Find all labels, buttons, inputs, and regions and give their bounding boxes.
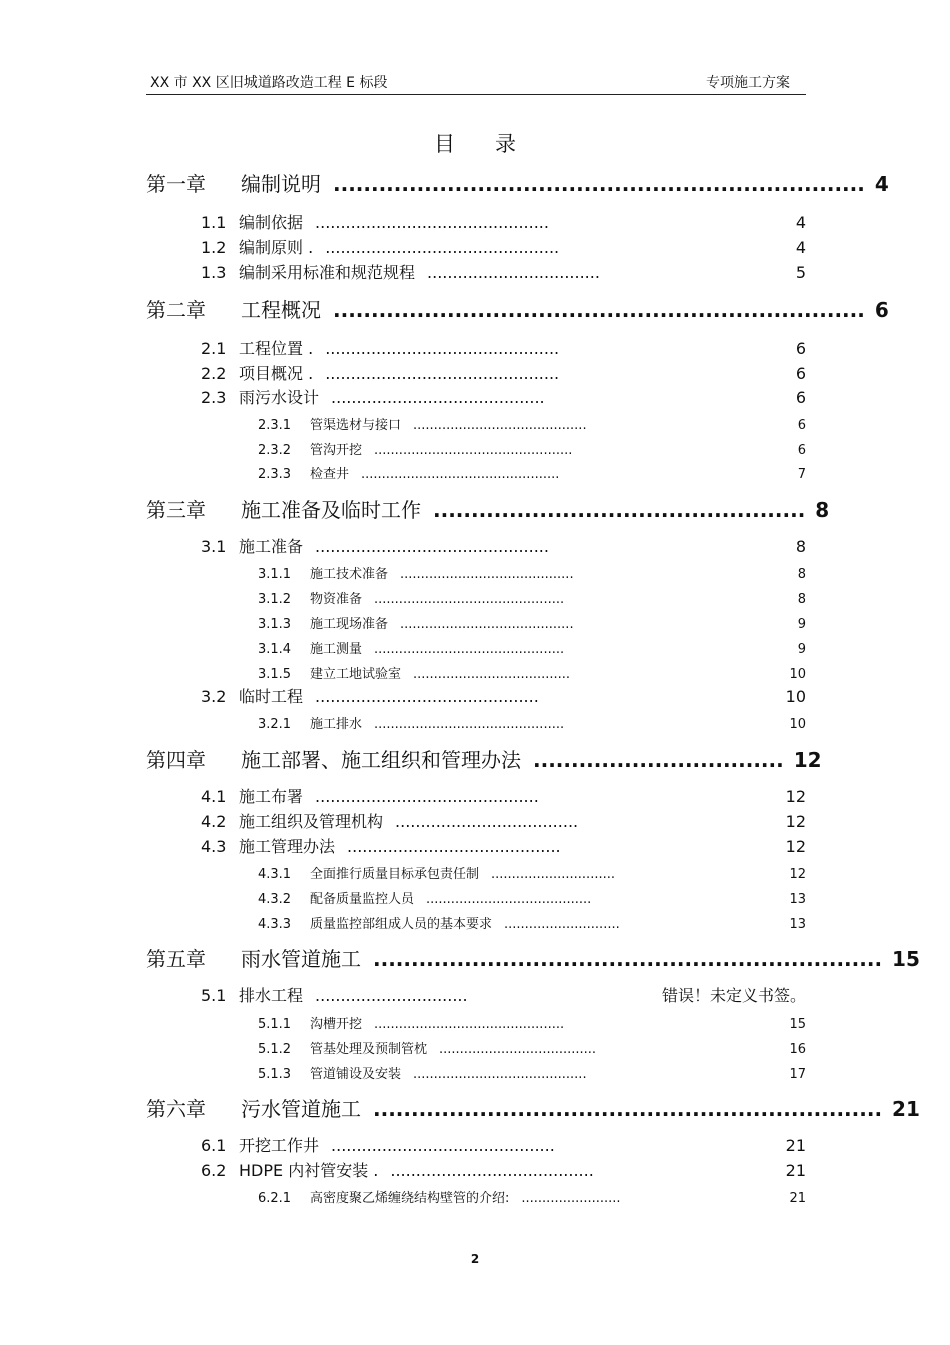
toc-entry-number: 4.3.1 — [258, 867, 292, 882]
toc-entry-title: 污水管道施工 — [241, 1097, 361, 1121]
toc-entry-number: 第一章 — [146, 172, 206, 196]
toc-entry[interactable] — [201, 385, 806, 408]
toc-entry-title: 管沟开挖 — [310, 443, 363, 458]
toc-entry-title: 全面推行质量目标承包责任制 — [310, 867, 480, 882]
toc-entry-page: 6 — [795, 339, 806, 358]
toc-entry-leader: ........................................ — [390, 1161, 594, 1180]
toc-entry-number: 3.1.5 — [258, 667, 292, 682]
toc-entry-number: 5.1.1 — [258, 1017, 292, 1032]
toc-entry-leader: .............................................. — [315, 213, 549, 232]
toc-entry-leader: ........................ — [521, 1191, 621, 1206]
toc-entry-title: 物资准备 — [310, 592, 363, 607]
toc-entry[interactable] — [146, 168, 889, 197]
toc-entry-number: 第二章 — [146, 298, 206, 322]
header-project-title: XX 市 XX 区旧城道路改造工程 E 标段 — [150, 75, 388, 91]
toc-entry-title: 雨污水设计 — [239, 388, 320, 407]
toc-entry[interactable] — [201, 1133, 806, 1156]
toc-entry[interactable] — [146, 943, 920, 972]
toc-entry-page: 6 — [797, 418, 806, 433]
toc-entry-number: 2.3 — [201, 388, 227, 407]
toc-entry-title: 施工准备 — [239, 537, 304, 556]
toc-entry-number: 第五章 — [146, 947, 206, 971]
toc-entry[interactable] — [201, 260, 806, 283]
toc-entry-leader: ................................................ — [374, 443, 573, 458]
toc-entry-title: 编制依据 — [239, 213, 304, 232]
toc-entry-page: 6 — [797, 443, 806, 458]
toc-entry-page: 15 — [892, 947, 920, 971]
toc-entry-title: 施工部署、施工组织和管理办法 — [241, 748, 521, 772]
toc-entry-page: 错误！未定义书签。 — [661, 986, 806, 1005]
toc-entry-page: 21 — [789, 1191, 806, 1206]
toc-entry-title: 施工现场准备 — [310, 617, 389, 632]
toc-entry-title: 施工布署 — [239, 787, 304, 806]
toc-entry-page: 21 — [892, 1097, 920, 1121]
toc-entry-leader: .................................... — [395, 812, 579, 831]
toc-entry-title: 管渠选材与接口 — [310, 418, 402, 433]
toc-entry-page: 9 — [797, 642, 806, 657]
toc-entry-title: 检查井 — [310, 467, 350, 482]
toc-entry[interactable] — [258, 1063, 806, 1082]
toc-entry[interactable] — [201, 1158, 806, 1181]
toc-entry-title: 临时工程 — [239, 687, 304, 706]
toc-entry-title: 项目概况 . — [239, 364, 314, 383]
toc-entry-leader: .............................................. — [374, 592, 565, 607]
toc-entry-title: 雨水管道施工 — [241, 947, 361, 971]
toc-entry-number: 2.3.1 — [258, 418, 292, 433]
toc-entry-title: 施工测量 — [310, 642, 363, 657]
toc-entry[interactable] — [258, 663, 806, 682]
toc-entry[interactable] — [258, 863, 806, 882]
toc-entry-page: 10 — [789, 667, 806, 682]
toc-entry-title: 施工组织及管理机构 — [239, 812, 384, 831]
toc-entry-leader: .............................................. — [374, 717, 565, 732]
toc-entry[interactable] — [146, 1093, 920, 1122]
toc-entry-number: 2.3.2 — [258, 443, 292, 458]
toc-heading: 目录 — [434, 132, 556, 156]
toc-entry-title: 配备质量监控人员 — [310, 892, 415, 907]
toc-entry[interactable] — [201, 983, 806, 1006]
toc-entry-title: 施工排水 — [310, 717, 363, 732]
toc-entry-number: 5.1.3 — [258, 1067, 292, 1082]
toc-entry-number: 2.2 — [201, 364, 227, 383]
toc-entry[interactable] — [201, 235, 806, 258]
toc-entry-leader: ........................................ — [426, 892, 592, 907]
toc-entry[interactable] — [146, 294, 889, 323]
toc-entry-number: 3.2.1 — [258, 717, 292, 732]
toc-entry-page: 21 — [785, 1136, 806, 1155]
toc-entry-page: 9 — [797, 617, 806, 632]
toc-entry[interactable] — [258, 613, 806, 632]
toc-entry-leader: ...................................................................... — [333, 172, 865, 196]
toc-entry-number: 6.2 — [201, 1161, 227, 1180]
toc-entry-number: 1.1 — [201, 213, 227, 232]
toc-entry-title: 工程位置 . — [239, 339, 314, 358]
toc-entry[interactable] — [201, 210, 806, 233]
toc-entry-page: 4 — [795, 213, 806, 232]
toc-entry-number: 5.1 — [201, 986, 227, 1005]
toc-entry[interactable] — [201, 336, 806, 359]
toc-entry-number: 4.1 — [201, 787, 227, 806]
toc-entry-title: 施工管理办法 — [239, 837, 336, 856]
toc-entry-leader: ................................................. — [433, 498, 806, 522]
toc-entry-title: 编制采用标准和规范规程 — [239, 263, 416, 282]
toc-entry-number: 4.3 — [201, 837, 227, 856]
toc-entry-page: 5 — [795, 263, 806, 282]
toc-entry-leader: ................................. — [533, 748, 784, 772]
toc-entry-number: 4.3.2 — [258, 892, 292, 907]
toc-entry[interactable] — [258, 1013, 806, 1032]
toc-entry[interactable] — [258, 713, 806, 732]
toc-entry-page: 7 — [797, 467, 806, 482]
toc-entry-leader: .............................. — [491, 867, 615, 882]
toc-entry-page: 10 — [785, 687, 806, 706]
toc-entry-leader: .......................................... — [331, 388, 545, 407]
toc-entry-page: 8 — [815, 498, 830, 522]
toc-entry-leader: .............................................. — [374, 1017, 565, 1032]
toc-entry-number: 3.1.3 — [258, 617, 292, 632]
toc-entry-page: 8 — [797, 567, 806, 582]
toc-entry-title: 管基处理及预制管枕 — [310, 1042, 428, 1057]
toc-entry-leader: .............................................. — [325, 364, 560, 383]
toc-entry-page: 12 — [789, 867, 806, 882]
toc-entry-page: 12 — [785, 787, 806, 806]
toc-entry-number: 6.2.1 — [258, 1191, 292, 1206]
toc-entry[interactable] — [201, 534, 806, 557]
toc-entry-leader: .................................. — [427, 263, 600, 282]
toc-entry-page: 10 — [789, 717, 806, 732]
toc-entry-leader: ................................................................... — [373, 947, 883, 971]
toc-entry-number: 1.3 — [201, 263, 227, 282]
toc-entry-title: 施工技术准备 — [310, 567, 389, 582]
toc-entry[interactable] — [258, 414, 806, 433]
toc-entry-page: 16 — [789, 1042, 806, 1057]
toc-entry-number: 3.1.2 — [258, 592, 292, 607]
toc-entry[interactable] — [258, 913, 806, 932]
toc-entry-leader: ................................................ — [361, 467, 560, 482]
toc-entry[interactable] — [258, 638, 806, 657]
toc-entry[interactable] — [258, 888, 806, 907]
toc-entry-leader: .............................................. — [325, 339, 560, 358]
toc-entry-number: 4.3.3 — [258, 917, 292, 932]
toc-entry[interactable] — [201, 684, 806, 707]
toc-entry-leader: .......................................... — [400, 567, 574, 582]
toc-entry-title: 建立工地试验室 — [310, 667, 402, 682]
toc-entry[interactable] — [201, 784, 806, 807]
toc-entry-page: 8 — [797, 592, 806, 607]
toc-entry[interactable] — [258, 1038, 806, 1057]
toc-entry-leader: ............................................ — [315, 787, 539, 806]
toc-entry-leader: ...................................... — [439, 1042, 597, 1057]
toc-entry-page: 13 — [789, 892, 806, 907]
toc-entry-leader: .......................................... — [413, 418, 587, 433]
toc-entry[interactable] — [258, 588, 806, 607]
toc-entry-number: 第四章 — [146, 748, 206, 772]
toc-entry[interactable] — [258, 463, 806, 482]
toc-entry-number: 第六章 — [146, 1097, 206, 1121]
toc-entry-number: 5.1.2 — [258, 1042, 292, 1057]
toc-entry-number: 3.1 — [201, 537, 227, 556]
toc-entry-leader: .............................................. — [325, 238, 560, 257]
toc-entry[interactable] — [146, 744, 822, 773]
toc-entry-number: 3.2 — [201, 687, 227, 706]
toc-entry[interactable] — [146, 494, 830, 523]
toc-entry-leader: .............................. — [315, 986, 468, 1005]
toc-entry-leader: .......................................... — [413, 1067, 587, 1082]
toc-entry[interactable] — [258, 563, 806, 582]
toc-entry-leader: .............................................. — [315, 537, 549, 556]
toc-entry-leader: .......................................... — [400, 617, 574, 632]
toc-entry-title: HDPE 内衬管安装 . — [239, 1161, 379, 1180]
toc-entry-number: 4.2 — [201, 812, 227, 831]
header-doc-type: 专项施工方案 — [706, 75, 790, 91]
toc-entry-title: 工程概况 — [241, 298, 321, 322]
toc-entry-title: 沟槽开挖 — [310, 1017, 363, 1032]
toc-entry-title: 开挖工作井 — [239, 1136, 320, 1155]
toc-entry[interactable] — [258, 439, 806, 458]
toc-entry-title: 排水工程 — [239, 986, 304, 1005]
toc-entry-page: 4 — [874, 172, 889, 196]
toc-entry-number: 6.1 — [201, 1136, 227, 1155]
toc-entry[interactable] — [201, 809, 806, 832]
toc-entry-title: 质量监控部组成人员的基本要求 — [310, 917, 493, 932]
toc-entry-leader: ................................................................... — [373, 1097, 883, 1121]
toc-entry-page: 15 — [789, 1017, 806, 1032]
toc-entry-title: 施工准备及临时工作 — [241, 498, 421, 522]
toc-entry-page: 12 — [793, 748, 822, 772]
toc-entry-page: 8 — [795, 537, 806, 556]
toc-entry-page: 12 — [785, 812, 806, 831]
toc-entry-page: 13 — [789, 917, 806, 932]
toc-entry-title: 高密度聚乙烯缠绕结构壁管的介绍: — [310, 1191, 510, 1206]
toc-entry-leader: ............................................ — [315, 687, 539, 706]
toc-entry-number: 1.2 — [201, 238, 227, 257]
toc-entry-number: 第三章 — [146, 498, 206, 522]
toc-entry-page: 6 — [795, 388, 806, 407]
toc-entry[interactable] — [201, 834, 806, 857]
toc-entry-page: 17 — [789, 1067, 806, 1082]
toc-entry-leader: .......................................... — [347, 837, 561, 856]
toc-entry-leader: ............................ — [504, 917, 620, 932]
toc-entry-number: 3.1.1 — [258, 567, 292, 582]
toc-entry-number: 2.1 — [201, 339, 227, 358]
toc-entry-leader: ............................................ — [331, 1136, 555, 1155]
toc-entry-leader: ...................................... — [413, 667, 571, 682]
toc-entry-page: 4 — [795, 238, 806, 257]
toc-entry-title: 管道铺设及安装 — [310, 1067, 402, 1082]
toc-entry-page: 12 — [785, 837, 806, 856]
toc-entry-page: 6 — [874, 298, 889, 322]
toc-entry-leader: ...................................................................... — [333, 298, 865, 322]
toc-entry-number: 2.3.3 — [258, 467, 292, 482]
toc-entry[interactable] — [201, 361, 806, 384]
toc-entry-title: 编制说明 — [241, 172, 321, 196]
toc-entry-page: 21 — [785, 1161, 806, 1180]
toc-entry[interactable] — [258, 1187, 806, 1206]
toc-entry-page: 6 — [795, 364, 806, 383]
toc-entry-number: 3.1.4 — [258, 642, 292, 657]
toc-entry-title: 编制原则 . — [239, 238, 314, 257]
toc-entry-leader: .............................................. — [374, 642, 565, 657]
page-number: 2 — [470, 1252, 480, 1266]
